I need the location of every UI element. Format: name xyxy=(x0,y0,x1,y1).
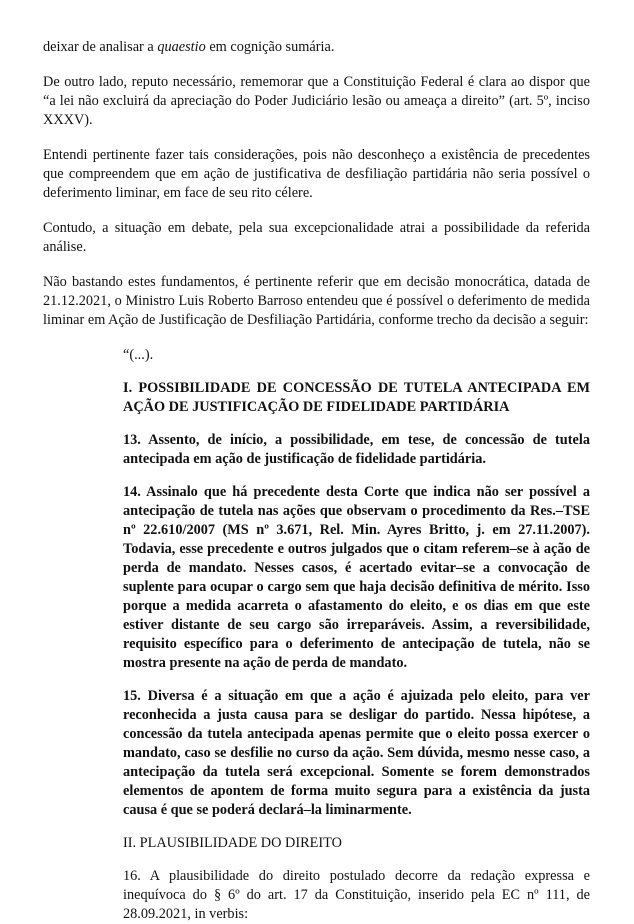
paragraph-quaestio-start: deixar de analisar a xyxy=(43,39,158,55)
quote-heading-plausibilidade: II. PLAUSIBILIDADE DO DIREITO xyxy=(123,835,342,851)
quote-item-16: 16. A plausibilidade do direito postulado decorre da redação expressa e inequívoca do § 6º do art. 17 da Constituição, inserido pela EC nº 111, de 28.09.2021, in verbis: xyxy=(123,868,590,922)
paragraph-quaestio-end: em cognição sumária. xyxy=(205,39,335,55)
quote-heading-tutela: I. POSSIBILIDADE DE CONCESSÃO DE TUTELA ANTECIPADA EM AÇÃO DE JUSTIFICAÇÃO DE FIDELIDADE PARTIDÁRIA xyxy=(123,380,590,415)
paragraph-exceptionality: Contudo, a situação em debate, pela sua excepcionalidade atrai a possibilidade da referida análise. xyxy=(43,220,590,255)
quote-item-15: 15. Diversa é a situação em que a ação é ajuizada pelo eleito, para ver reconhecida a justa causa para se desligar do partido. Nessa hipótese, a concessão da tutela antecipada apenas permite que o eleito possa exercer o mandato, caso se desfilie no curso da ação. Sem dúvida, mesmo nesse caso, a antecipação da tutela será excepcional. Somente se forem demonstrados elementos de apontem de forma muito segura para a existência da justa causa é que se poderá declará–la liminarmente. xyxy=(123,688,590,818)
paragraph-precedents: Entendi pertinente fazer tais considerações, pois não desconheço a existência de precedentes que compreendem que em ação de justificativa de desfiliação partidária não seria possível o deferimento liminar, em face de seu rito célere. xyxy=(43,147,590,201)
quote-opening: “(...). xyxy=(123,347,154,363)
quaestio-term: quaestio xyxy=(157,39,206,55)
quote-item-14: 14. Assinalo que há precedente desta Corte que indica não ser possível a antecipação de tutela nas ações que observam o procedimento da Res.–TSE nº 22.610/2007 (MS nº 3.671, Rel. Min. Ayres Britto, j. em 27.11.2007). Todavia, esse precedente e outros julgados que o citam referem–se à ação de perda de mandato. Nesses casos, é acertado evitar–se a convocação de suplente para ocupar o cargo sem que haja decisão definitiva de mérito. Isso porque a medida acarreta o afastamento do eleito, e os dias em que este estiver distante de seu cargo são irreparáveis. Assim, a reversibilidade, requisito específico para o deferimento de antecipação de tutela, não se mostra presente na ação de perda de mandato. xyxy=(123,484,590,671)
decision-quote xyxy=(123,346,590,924)
quote-item-13: 13. Assento, de início, a possibilidade, em tese, de concessão de tutela antecipada em ação de justificação de fidelidade partidária. xyxy=(123,432,590,467)
paragraph-quaestio xyxy=(43,38,590,57)
paragraph-constitution: De outro lado, reputo necessário, rememorar que a Constituição Federal é clara ao dispor que “a lei não excluirá da apreciação do Poder Judiciário lesão ou ameaça a direito” (art. 5º, inciso XXXV). xyxy=(43,74,590,128)
paragraph-barroso-decision: Não bastando estes fundamentos, é pertinente referir que em decisão monocrática, datada de 21.12.2021, o Ministro Luis Roberto Barroso entendeu que é possível o deferimento de medida liminar em Ação de Justificação de Desfiliação Partidária, conforme trecho da decisão a seguir: xyxy=(43,274,590,328)
